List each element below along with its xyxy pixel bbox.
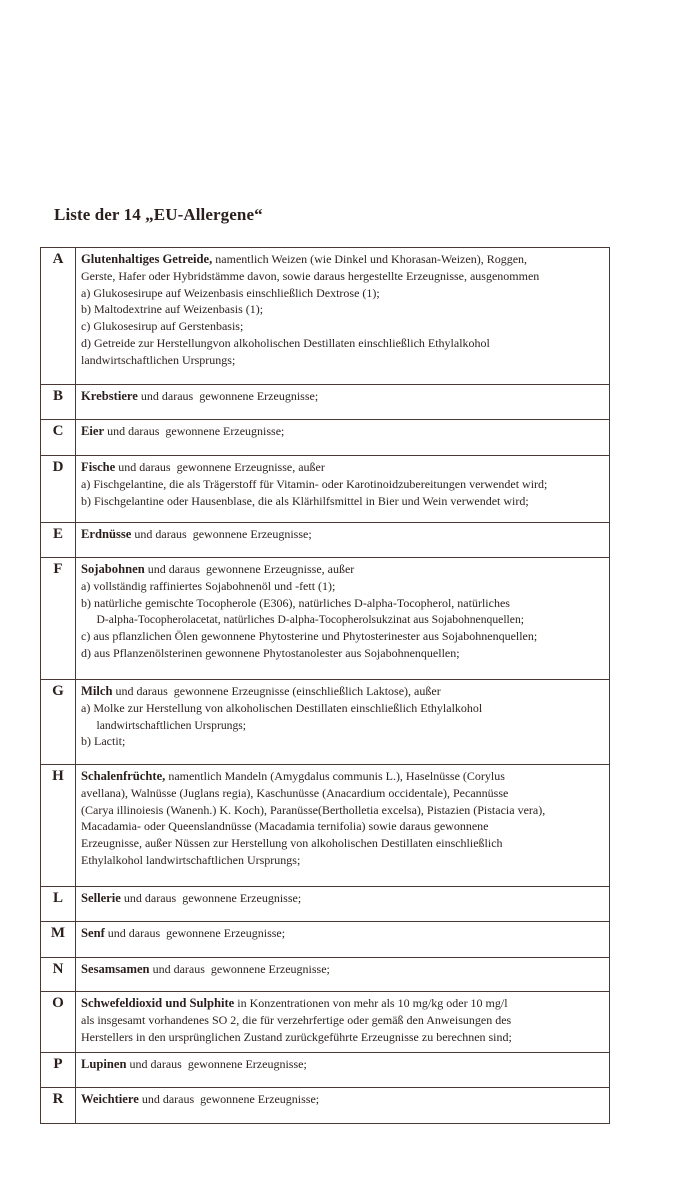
allergen-row bbox=[41, 680, 609, 765]
description-text: D-alpha-Tocopherolacetat, natürliches D-alpha-Tocopherolsukzinat aus Sojabohnenquellen; bbox=[96, 612, 524, 627]
allergen-letter: C bbox=[41, 420, 76, 455]
allergen-description bbox=[76, 558, 609, 679]
description-text: b) Maltodextrine auf Weizenbasis (1); bbox=[81, 302, 264, 317]
allergen-table bbox=[40, 247, 610, 1124]
allergen-letter: O bbox=[41, 992, 76, 1052]
description-text: a) vollständig raffiniertes Sojabohnenöl und -fett (1); bbox=[81, 578, 336, 593]
allergen-description bbox=[76, 887, 609, 921]
allergen-name: Sojabohnen bbox=[81, 562, 145, 576]
allergen-row bbox=[41, 958, 609, 992]
description-line bbox=[81, 268, 605, 285]
allergen-description bbox=[76, 385, 609, 419]
description-text: und daraus gewonnene Erzeugnisse; bbox=[104, 424, 285, 438]
description-line bbox=[81, 852, 605, 869]
allergen-name: Fische bbox=[81, 460, 116, 474]
description-line bbox=[81, 301, 605, 318]
allergen-description bbox=[76, 1088, 609, 1123]
description-line bbox=[81, 1091, 605, 1108]
description-text: c) aus pflanzlichen Ölen gewonnene Phytosterine und Phytosterinester aus Sojabohnenquellen; bbox=[81, 629, 538, 644]
allergen-name: Weichtiere bbox=[81, 1092, 139, 1106]
description-text: d) aus Pflanzenölsterinen gewonnene Phytostanolester aus Sojabohnenquellen; bbox=[81, 645, 460, 660]
allergen-letter: D bbox=[41, 456, 76, 522]
allergen-letter: G bbox=[41, 680, 76, 764]
description-line bbox=[81, 890, 605, 907]
description-line bbox=[81, 802, 605, 819]
allergen-letter: H bbox=[41, 765, 76, 886]
description-text: und daraus gewonnene Erzeugnisse; bbox=[137, 389, 319, 403]
allergen-name: Lupinen bbox=[81, 1057, 127, 1071]
description-text: und daraus gewonnene Erzeugnisse; bbox=[126, 1057, 307, 1071]
allergen-row bbox=[41, 523, 609, 558]
allergen-letter: A bbox=[41, 248, 76, 384]
description-text: Erzeugnisse, außer Nüssen zur Herstellung von alkoholischen Destillaten einschließlich bbox=[81, 836, 503, 851]
description-line bbox=[81, 423, 605, 440]
allergen-letter: P bbox=[41, 1053, 76, 1087]
allergen-row bbox=[41, 765, 609, 887]
allergen-description bbox=[76, 922, 609, 957]
allergen-description bbox=[76, 248, 609, 384]
description-text: b) Lactit; bbox=[81, 734, 126, 749]
description-line bbox=[81, 611, 589, 628]
description-text: in Konzentrationen von mehr als 10 mg/kg oder 10 mg/l bbox=[234, 996, 508, 1010]
description-text: b) Fischgelantine oder Hausenblase, die als Klärhilfsmittel in Bier und Wein verwendet wird; bbox=[81, 493, 529, 508]
allergen-row bbox=[41, 922, 609, 958]
allergen-letter: B bbox=[41, 385, 76, 419]
description-line bbox=[81, 628, 605, 645]
description-line bbox=[81, 459, 605, 476]
allergen-letter: M bbox=[41, 922, 76, 957]
description-line bbox=[81, 318, 605, 335]
allergen-name: Krebstiere bbox=[81, 389, 138, 403]
allergen-letter: F bbox=[41, 558, 76, 679]
description-text: Ethylalkohol landwirtschaftlichen Ursprungs; bbox=[81, 852, 301, 867]
description-text: Macadamia- oder Queenslandnüsse (Macadamia ternifolia) sowie daraus gewonnene bbox=[81, 819, 489, 834]
allergen-row bbox=[41, 248, 609, 385]
description-line bbox=[81, 526, 605, 543]
description-line bbox=[81, 1029, 605, 1046]
allergen-description bbox=[76, 958, 609, 991]
description-line bbox=[81, 925, 605, 942]
description-line bbox=[81, 285, 605, 302]
allergen-row bbox=[41, 385, 609, 420]
description-text: namentlich Mandeln (Amygdalus communis L.), Haselnüsse (Corylus bbox=[165, 769, 505, 783]
page-title: Liste der 14 „EU-Allergene“ bbox=[54, 205, 263, 224]
allergen-letter: E bbox=[41, 523, 76, 557]
description-line bbox=[81, 995, 605, 1012]
description-text: a) Glukosesirupe auf Weizenbasis einschließlich Dextrose (1); bbox=[81, 285, 380, 300]
description-line bbox=[81, 700, 605, 717]
description-text: und daraus gewonnene Erzeugnisse; bbox=[131, 527, 312, 541]
description-text: a) Fischgelantine, die als Trägerstoff für Vitamin- oder Karotinoidzubereitungen verwendet wird; bbox=[81, 476, 548, 491]
description-line bbox=[81, 251, 605, 268]
allergen-name: Eier bbox=[81, 424, 105, 438]
description-text: landwirtschaftlichen Ursprungs; bbox=[81, 352, 236, 367]
allergen-name: Sellerie bbox=[81, 891, 121, 905]
description-text: c) Glukosesirup auf Gerstenbasis; bbox=[81, 319, 244, 334]
description-line bbox=[81, 785, 605, 802]
allergen-name: Sesamsamen bbox=[81, 962, 150, 976]
allergen-description bbox=[76, 523, 609, 557]
description-text: und daraus gewonnene Erzeugnisse, außer bbox=[115, 460, 325, 474]
description-text: a) Molke zur Herstellung von alkoholischen Destillaten einschließlich Ethylalkohol bbox=[81, 700, 483, 715]
allergen-row bbox=[41, 420, 609, 456]
description-line bbox=[81, 818, 605, 835]
allergen-letter: L bbox=[41, 887, 76, 921]
allergen-letter: N bbox=[41, 958, 76, 991]
description-line bbox=[81, 493, 605, 510]
description-text: und daraus gewonnene Erzeugnisse (einschließlich Laktose), außer bbox=[112, 684, 441, 698]
allergen-name: Senf bbox=[81, 926, 105, 940]
description-line bbox=[81, 578, 605, 595]
allergen-description bbox=[76, 1053, 609, 1087]
allergen-name: Schalenfrüchte, bbox=[81, 769, 166, 783]
description-line bbox=[81, 961, 605, 978]
allergen-row bbox=[41, 887, 609, 922]
description-text: und daraus gewonnene Erzeugnisse; bbox=[104, 926, 286, 940]
allergen-description bbox=[76, 420, 609, 455]
allergen-name: Milch bbox=[81, 684, 113, 698]
description-text: b) natürliche gemischte Tocopherole (E306), natürliches D-alpha-Tocopherol, natürliches bbox=[81, 595, 510, 610]
description-line bbox=[81, 717, 589, 734]
description-line bbox=[81, 388, 605, 405]
allergen-description bbox=[76, 765, 609, 886]
description-text: namentlich Weizen (wie Dinkel und Khorasan-Weizen), Roggen, bbox=[212, 252, 528, 266]
allergen-description bbox=[76, 680, 609, 764]
allergen-name: Schwefeldioxid und Sulphite bbox=[81, 996, 235, 1010]
description-line bbox=[81, 561, 605, 578]
description-text: landwirtschaftlichen Ursprungs; bbox=[96, 717, 247, 732]
allergen-description bbox=[76, 456, 609, 522]
description-text: Gerste, Hafer oder Hybridstämme davon, sowie daraus hergestellte Erzeugnisse, ausgenommen bbox=[81, 268, 540, 283]
description-line bbox=[81, 335, 605, 352]
description-line bbox=[81, 595, 605, 612]
description-line bbox=[81, 1012, 605, 1029]
description-line bbox=[81, 768, 605, 785]
allergen-row bbox=[41, 1053, 609, 1088]
description-text: Herstellers in den ursprünglichen Zustand zurückgeführte Erzeugnisse zu berechnen sind; bbox=[81, 1029, 512, 1044]
description-text: und daraus gewonnene Erzeugnisse, außer bbox=[144, 562, 355, 576]
description-text: und daraus gewonnene Erzeugnisse; bbox=[138, 1092, 320, 1106]
description-text: und daraus gewonnene Erzeugnisse; bbox=[120, 891, 302, 905]
allergen-name: Glutenhaltiges Getreide, bbox=[81, 252, 213, 266]
allergen-row bbox=[41, 558, 609, 680]
description-line bbox=[81, 645, 605, 662]
description-line bbox=[81, 733, 605, 750]
description-line bbox=[81, 352, 605, 369]
description-line bbox=[81, 683, 605, 700]
allergen-description bbox=[76, 992, 609, 1052]
allergen-row bbox=[41, 992, 609, 1053]
description-line bbox=[81, 1056, 605, 1073]
allergen-name: Erdnüsse bbox=[81, 527, 132, 541]
description-line bbox=[81, 835, 605, 852]
allergen-row bbox=[41, 1088, 609, 1123]
description-text: und daraus gewonnene Erzeugnisse; bbox=[149, 962, 330, 976]
description-text: d) Getreide zur Herstellungvon alkoholischen Destillaten einschließlich Ethylalkohol bbox=[81, 335, 490, 350]
description-line bbox=[81, 476, 605, 493]
description-text: als insgesamt vorhandenes SO 2, die für verzehrfertige oder gemäß den Anweisungen des bbox=[81, 1012, 512, 1027]
description-text: avellana), Walnüsse (Juglans regia), Kaschunüsse (Anacardium occidentale), Pecannüsse bbox=[81, 785, 509, 800]
allergen-row bbox=[41, 456, 609, 523]
description-text: (Carya illinoiesis (Wanenh.) K. Koch), Paranüsse(Bertholletia excelsa), Pistazien (Pistacia vera), bbox=[81, 802, 546, 817]
allergen-letter: R bbox=[41, 1088, 76, 1123]
